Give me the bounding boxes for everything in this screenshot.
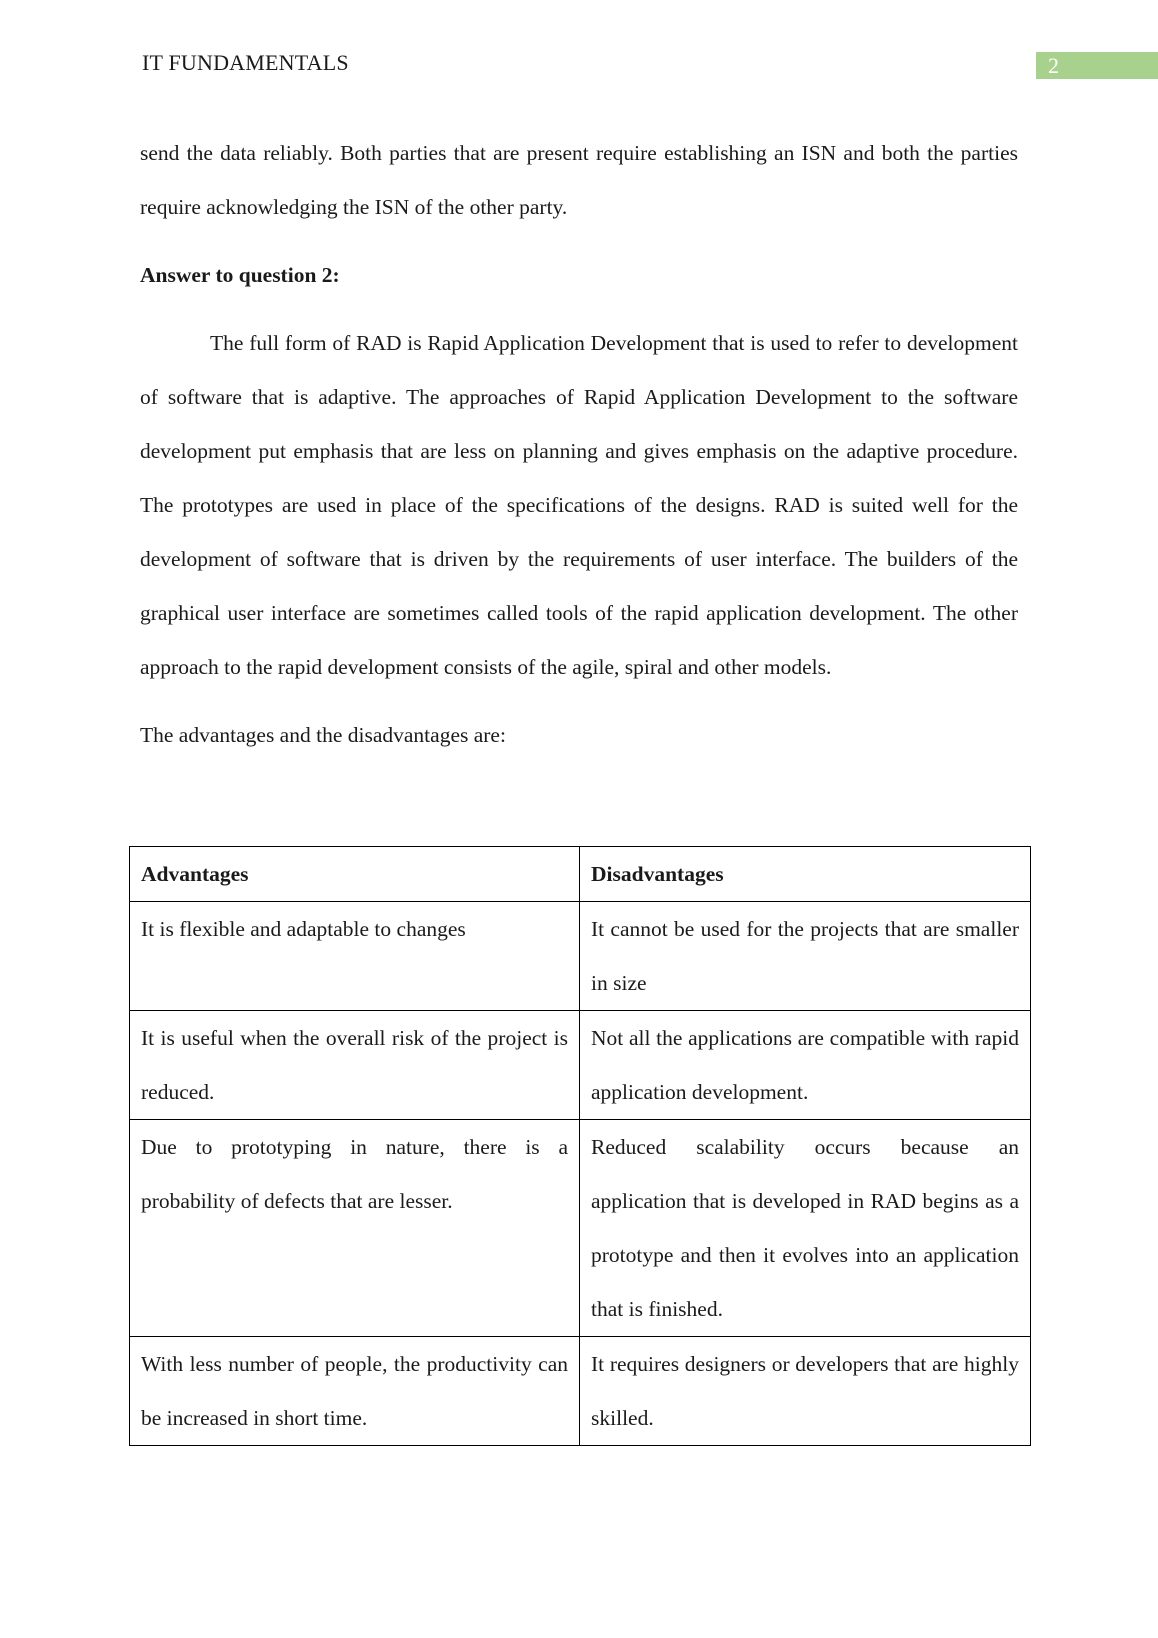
table-header-row	[130, 847, 1031, 902]
section-heading: Answer to question 2:	[140, 263, 340, 287]
document-body	[140, 126, 1018, 762]
page-number: 2	[1048, 53, 1059, 78]
disadvantage-cell: It requires designers or developers that are highly skilled.	[580, 1337, 1031, 1446]
advantage-cell: With less number of people, the productivity can be increased in short time.	[130, 1337, 580, 1446]
page-number-badge	[1036, 52, 1158, 79]
advantages-table	[129, 846, 1031, 1446]
header-disadvantages: Disadvantages	[580, 847, 1031, 902]
advantage-cell: Due to prototyping in nature, there is a probability of defects that are lesser.	[130, 1120, 580, 1337]
table-row	[130, 1011, 1031, 1120]
table-row	[130, 1120, 1031, 1337]
running-header-title: IT FUNDAMENTALS	[142, 50, 349, 75]
disadvantage-cell: Reduced scalability occurs because an application that is developed in RAD begins as a prototype and then it evolves into an application that is finished.	[580, 1120, 1031, 1337]
table-row	[130, 1337, 1031, 1446]
advantage-cell: It is useful when the overall risk of the project is reduced.	[130, 1011, 580, 1120]
header-advantages: Advantages	[130, 847, 580, 902]
advantage-cell: It is flexible and adaptable to changes	[130, 902, 580, 1011]
table-intro: The advantages and the disadvantages are:	[140, 723, 506, 747]
disadvantage-cell: Not all the applications are compatible with rapid application development.	[580, 1011, 1031, 1120]
table-row	[130, 902, 1031, 1011]
paragraph-continued: send the data reliably. Both parties that are present require establishing an ISN and both the parties require acknowledging the ISN of the other party.	[140, 141, 1018, 219]
disadvantage-cell: It cannot be used for the projects that are smaller in size	[580, 902, 1031, 1011]
paragraph-rad: The full form of RAD is Rapid Application Development that is used to refer to development of software that is adaptive. The approaches of Rapid Application Development to the software development put emphasis that are less on planning and gives emphasis on the adaptive procedure. The prototypes are used in place of the specifications of the designs. RAD is suited well for the development of software that is driven by the requirements of user interface. The builders of the graphical user interface are sometimes called tools of the rapid application development. The other approach to the rapid development consists of the agile, spiral and other models.	[140, 331, 1018, 679]
